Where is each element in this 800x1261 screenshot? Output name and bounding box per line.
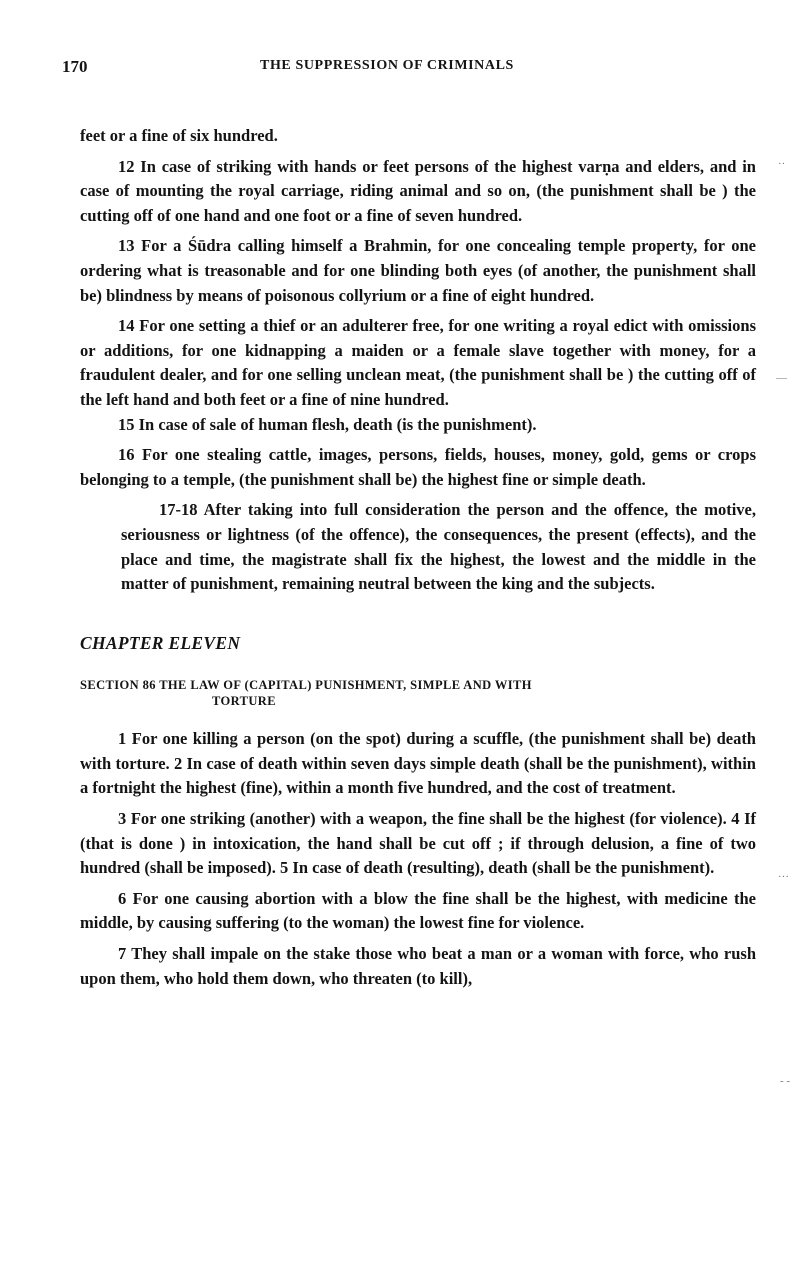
- paragraph-verse-13: 13 For a Śūdra calling himself a Brahmin, for one concealing temple property, for one ordering what is treasonable and for one blinding both eyes (of another, the punishment shall be) blindness by means of poisonous collyrium or a fine of eight hundred.: [80, 236, 756, 305]
- section-heading: [80, 677, 756, 709]
- paragraph-verse-15: 15 In case of sale of human flesh, death (is the punishment).: [118, 414, 537, 434]
- running-head: THE SUPPRESSION OF CRIMINALS: [260, 58, 514, 73]
- section-heading-line-1: SECTION 86 THE LAW OF (CAPITAL) PUNISHMENT, SIMPLE AND WITH: [80, 678, 532, 693]
- paragraph-verse-7: 7 They shall impale on the stake those who beat a man or a woman with force, who rush upon them, who hold them down, who threaten (to kill),: [80, 944, 756, 988]
- margin-mark: …: [778, 868, 789, 880]
- paragraph-continuation: feet or a fine of six hundred.: [80, 126, 278, 145]
- paragraph-verse-17-18: 17-18 After taking into full consideration the person and the offence, the motive, seriousness or lightness (of the offence), the consequences, the present (effects), and the place and time, the magistrate shall fix the highest, the lowest and the middle in the matter of punishment, remaining neutral between the king and the subjects.: [121, 500, 756, 594]
- margin-mark: —: [776, 372, 787, 384]
- paragraph-verse-12: 12 In case of striking with hands or feet persons of the highest varṇa and elders, and in case of mounting the royal carriage, riding animal and so on, (the punishment shall be ) the cutting off of one hand and one foot or a fine of seven hundred.: [80, 156, 756, 225]
- page-number: 170: [62, 57, 88, 76]
- margin-mark: ··: [778, 158, 786, 170]
- paragraph-verse-14: 14 For one setting a thief or an adulterer free, for one writing a royal edict with omissions or additions, for one kidnapping a maiden or a female slave together with money, for a fraudulent dealer, and for one selling unclean meat, (the punishment shall be ) the cutting off of the left hand and both feet or a fine of nine hundred.: [80, 316, 756, 409]
- page-body: [80, 124, 756, 997]
- chapter-title: CHAPTER ELEVEN: [80, 632, 241, 653]
- paragraph-verse-3-5: 3 For one striking (another) with a weapon, the fine shall be the highest (for violence). 4 If (that is done ) in intoxication, the hand shall be cut off ; if through delusion, a fine of two hundred (shall be imposed). 5 In case of death (resulting), death (shall be the punishment).: [80, 809, 756, 878]
- paragraph-verse-1-2: 1 For one killing a person (on the spot) during a scuffle, (the punishment shall be) death with torture. 2 In case of death within seven days simple death (shall be the punishment), within a fortnight the highest (fine), within a month five hundred, and the cost of treatment.: [80, 729, 756, 798]
- section-heading-line-2: TORTURE: [212, 694, 276, 709]
- paragraph-verse-16: 16 For one stealing cattle, images, persons, fields, houses, money, gold, gems or crops belonging to a temple, (the punishment shall be) the highest fine or simple death.: [80, 445, 756, 489]
- paragraph-verse-6: 6 For one causing abortion with a blow the fine shall be the highest, with medicine the middle, by causing suffering (to the woman) the lowest fine for violence.: [80, 888, 756, 933]
- margin-mark: - -: [780, 1075, 791, 1087]
- page-header: [62, 57, 762, 77]
